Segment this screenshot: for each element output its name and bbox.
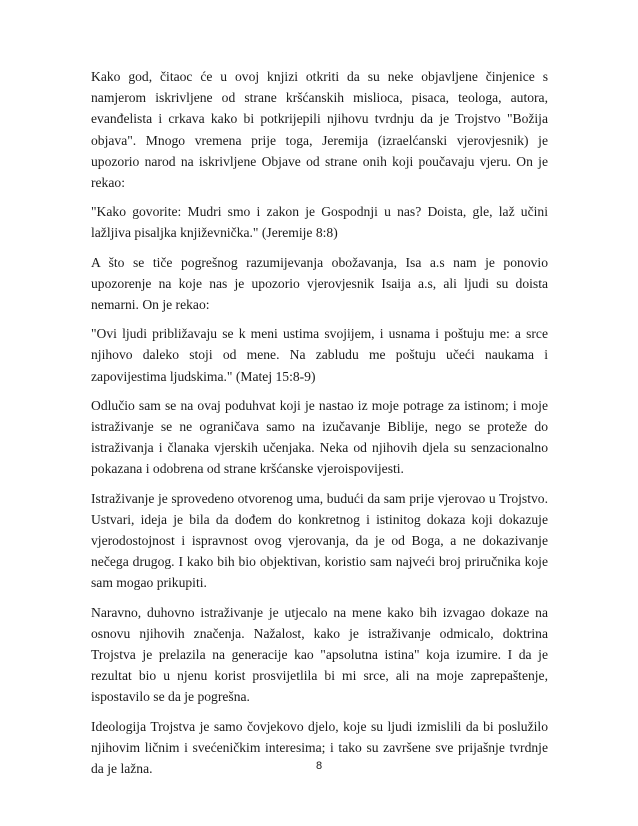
quote-matthew: "Ovi ljudi približavaju se k meni ustima svojijem, i usnama i poštuju me: a srce njihovo daleko stoji od mene. Na zabludu me poštuju učeći naukama i zapovijestima ljudskima." (Matej 15:8-9) [91, 326, 548, 384]
paragraph-decision: Odlučio sam se na ovaj poduhvat koji je nastao iz moje potrage za istinom; i moje istraživanje se ne ograničava samo na izučavanje Biblije, nego se proteže do istraživanja i članaka vjerskih učenjaka. Neka od njihovih djela su senzacionalno pokazana i odobrena od strane kršćanske vjeroispovijesti. [91, 397, 548, 477]
paragraph-spiritual: Naravno, duhovno istraživanje je utjecalo na mene kako bih izvagao dokaze na osnovu njihovih značenja. Nažalost, kako je istraživanje odmicalo, doktrina Trojstva je prelazila na generacije kao "apsolutna istina" koja izumire. I da je rezultat bio u njenu korist prosvijetlila bi mi srce, ali na moje zaprepaštenje, ispostavilo se da je pogrešna. [91, 604, 548, 705]
paragraph-ideology: Ideologija Trojstva je samo čovjekovo djelo, koje su ljudi izmislili da bi poslužilo njihovim ličnim i svećeničkim interesima; i tako su završene sve prijašnje tvrdnje da je lažna. [91, 718, 548, 777]
body-text [91, 66, 548, 787]
paragraph-research: Istraživanje je sprovedeno otvorenog uma, budući da sam prije vjerovao u Trojstvo. Ustvari, ideja je bila da dođem do konkretnog i istinitog dokaza koji dokazuje vjerodostojnost i ispravnost ovog vjerovanja, da je od Boga, a ne dokazivanje nečega drugog. I kako bih bio objektivan, koristio sam najveći broj priručnika koje sam mogao prikupiti. [91, 490, 548, 591]
page-number: 8 [315, 760, 323, 772]
quote-jeremiah: "Kako govorite: Mudri smo i zakon je Gospodnji u nas? Doista, gle, laž učini lažljiva pisaljka književnička." (Jeremije 8:8) [91, 204, 548, 241]
paragraph-intro: Kako god, čitaoc će u ovoj knjizi otkriti da su neke objavljene činjenice s namjerom iskrivljene od strane kršćanskih mislioca, pisaca, teologa, autora, evanđelista i crkava kako bi potkrijepili njihovu tvrdnju da je Trojstvo "Božija objava". Mnogo vremena prije toga, Jeremija (izraelćanski vjerovjesnik) je upozorio narod na iskrivljene Objave od strane onih koji poučavaju vjeru. On je rekao: [91, 69, 548, 191]
paragraph-isa: A što se tiče pogrešnog razumijevanja obožavanja, Isa a.s nam je ponovio upozorenje na koje nas je upozorio vjerovjesnik Isaija a.s, ali ljudi su doista nemarni. On je rekao: [91, 254, 548, 313]
